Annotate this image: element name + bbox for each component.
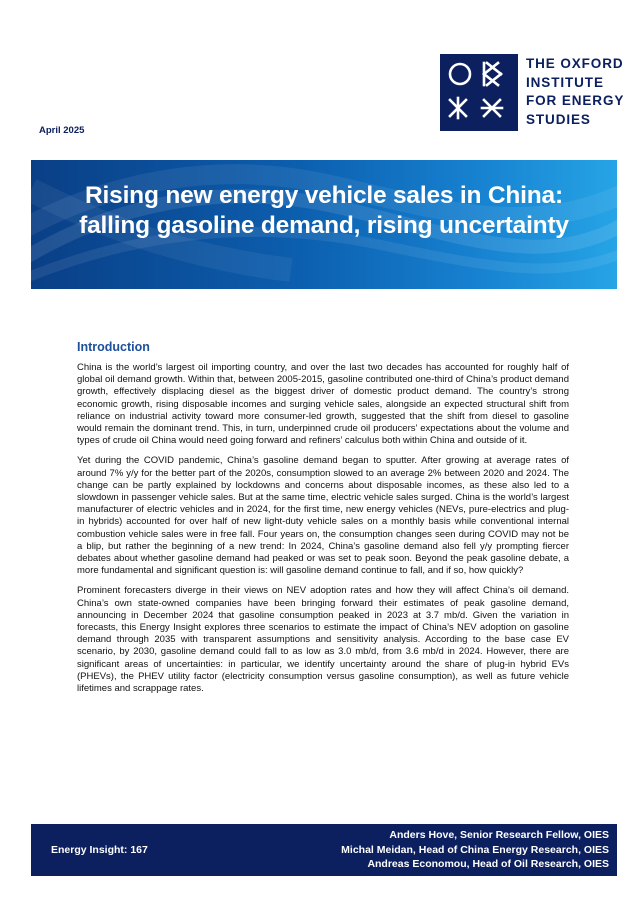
organization-name-line: INSTITUTE — [526, 74, 604, 90]
body-text — [77, 362, 569, 703]
document-title-line: falling gasoline demand, rising uncertainty — [79, 212, 569, 239]
organization-name-line: STUDIES — [526, 111, 591, 127]
energy-insight-label: Energy Insight: 167 — [51, 844, 148, 856]
paragraph: China is the world’s largest oil importing country, and over the last two decades has accounted for roughly half of global oil demand growth. Within that, between 2005-2015, gasoline contributed one-third of China’s product demand growth, effectively displacing diesel as the biggest driver of domestic product demand. The country’s strong economic growth, rising disposable incomes and surging vehicle sales, alongside an expected structural shift from reliance on industrial activity toward more consumer-led growth, suggested that the shift from diesel to gasoline would remain the dominant trend. This, in turn, underpinned crude oil producers’ expectations about the volume and types of crude oil China would need going forward and refiners’ calculus both within China and outside of it. — [77, 362, 569, 447]
author-line: Michal Meidan, Head of China Energy Research, OIES — [341, 843, 609, 856]
author-line: Anders Hove, Senior Research Fellow, OIES — [389, 829, 609, 841]
footer-bar — [31, 824, 617, 876]
title-banner — [31, 160, 617, 289]
organization-name-line: FOR ENERGY — [526, 93, 625, 109]
organization-name-line: THE OXFORD — [526, 56, 624, 71]
paragraph: Prominent forecasters diverge in their views on NEV adoption rates and how they will affect China’s oil demand. China’s own state-owned companies have been bringing forward their estimates of peak gasoline demand, announcing in December 2024 that gasoline consumption peaked in 2023 at 3.7 mb/d. Given the variation in forecasts, this Energy Insight explores three scenarios to estimate the impact of China’s NEV adoption on gasoline demand through 2035 with transparent assumptions and sensitivity analysis. According to the base case EV scenario, by 2030, gasoline demand could fall to as low as 3.0 mb/d, from 3.6 mb/d in 2024. However, there are significant areas of uncertainties: in particular, we identify uncertainty around the share of plug-in hybrid EVs (PHEVs), the PHEV utility factor (electricity consumption versus gasoline consumption), as well as future vehicle lifetimes and scrappage rates. — [77, 585, 569, 695]
organization-name — [526, 55, 624, 129]
author-list — [341, 828, 609, 872]
document-title — [31, 181, 617, 241]
author-line: Andreas Economou, Head of Oil Research, OIES — [367, 858, 609, 870]
section-heading: Introduction — [77, 340, 150, 354]
oies-logo-icon — [440, 54, 518, 131]
paragraph: Yet during the COVID pandemic, China’s gasoline demand began to sputter. After growing at average rates of around 7% y/y for the better part of the 2020s, consumption slowed to an average 2% between 2020 and 2024. The change can be partly explained by lockdowns and concerns about disposable incomes, as these also led to a slowdown in passenger vehicle sales. But at the same time, electric vehicle sales surged. China is the world’s largest manufacturer of electric vehicles and in 2024, for the first time, new energy vehicles (NEVs, pure-electrics and plug-in hybrids) accounted for over half of new light-duty vehicle sales on a monthly basis while conventional internal combustion vehicle sales were in free fall. Four years on, the consumption changes seen during COVID may not be a blip, but rather the beginning of a new trend: In 2024, China’s gasoline demand also fell y/y prompting fiercer debates about whether gasoline demand had peaked or was set to peak soon. Beyond the peak gasoline debate, a more fundamental and significant question is: will gasoline demand continue to fall, and if so, how quickly? — [77, 455, 569, 577]
document-title-line: Rising new energy vehicle sales in China: — [85, 182, 563, 209]
publication-date: April 2025 — [39, 125, 85, 136]
